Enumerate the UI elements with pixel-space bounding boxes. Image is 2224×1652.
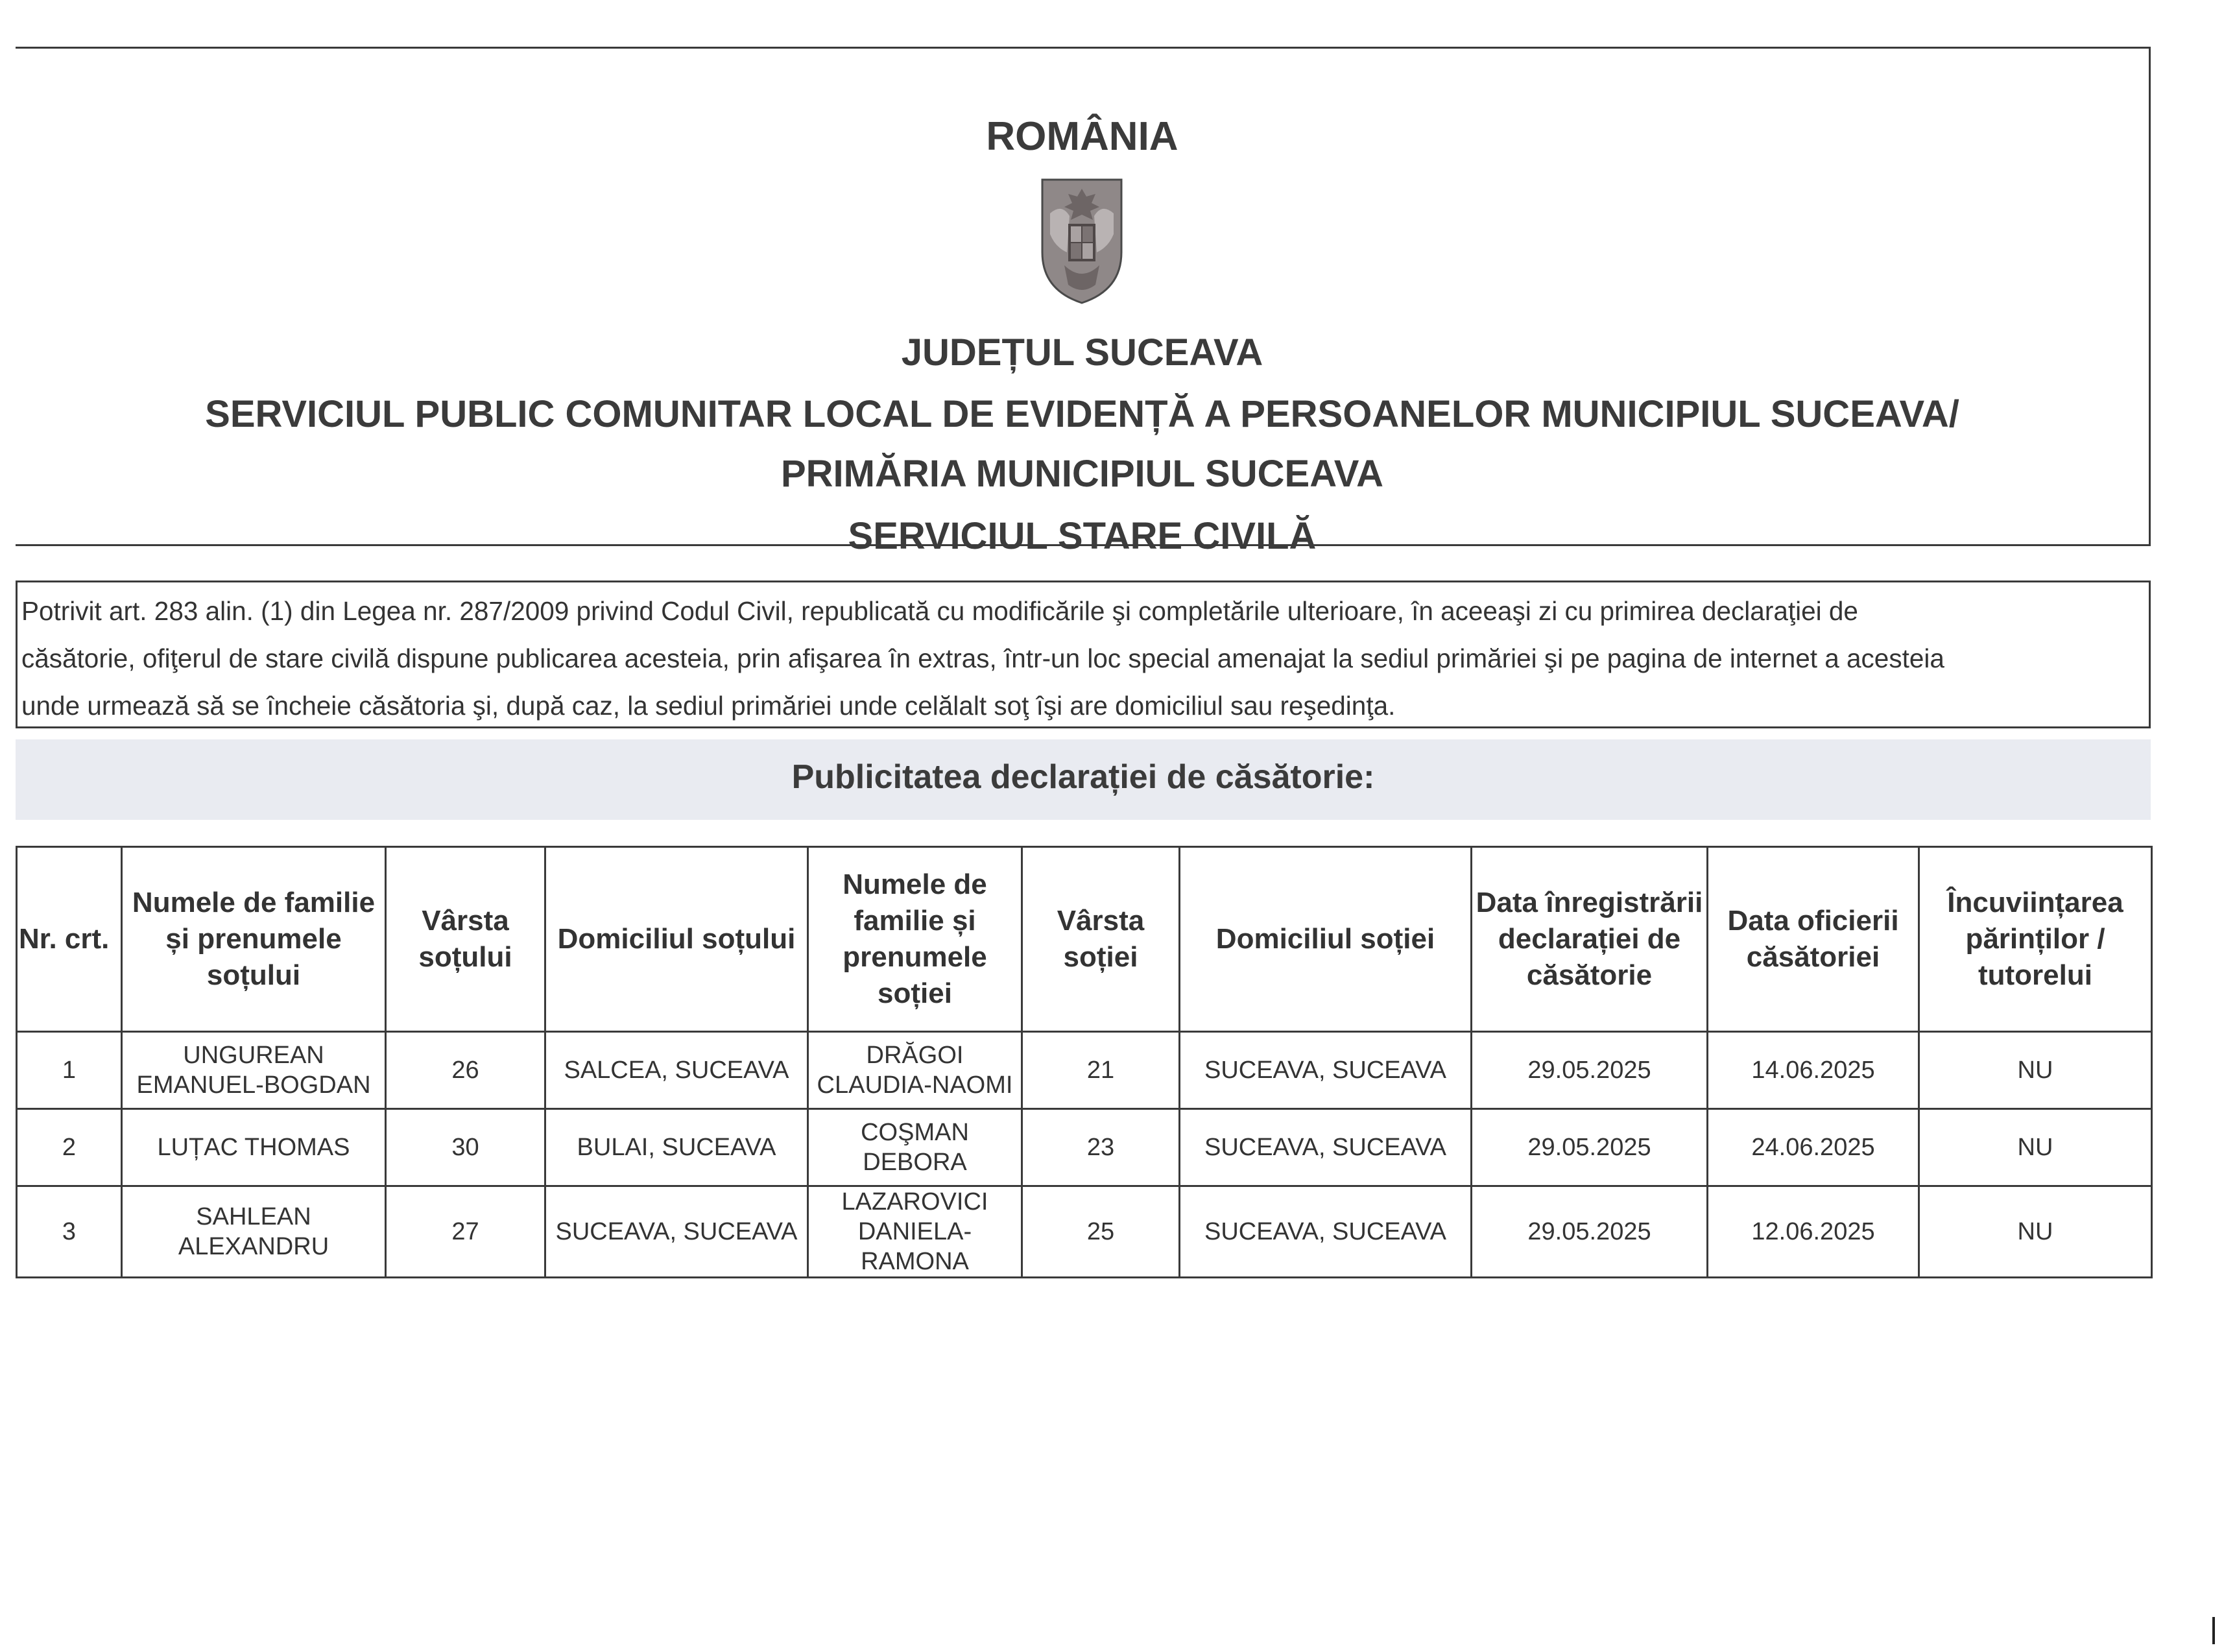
scan-edge-mark xyxy=(2212,1617,2215,1644)
table-cell: SUCEAVA, SUCEAVA xyxy=(1180,1109,1472,1186)
column-header: Numele de familie și prenumele soției xyxy=(808,847,1022,1032)
table-cell: SAHLEAN ALEXANDRU xyxy=(122,1186,386,1278)
table-header-row xyxy=(17,847,2152,1032)
romania-coat-of-arms-icon xyxy=(1036,174,1128,305)
city-hall-heading: PRIMĂRIA MUNICIPIUL SUCEAVA xyxy=(780,453,1384,495)
table-cell: 12.06.2025 xyxy=(1708,1186,1919,1278)
table-cell: SALCEA, SUCEAVA xyxy=(545,1032,808,1109)
section-banner xyxy=(16,739,2151,820)
table-cell: 29.05.2025 xyxy=(1472,1186,1708,1278)
column-header: Data înregistrării declarației de căsătorie xyxy=(1472,847,1708,1032)
table-cell: 24.06.2025 xyxy=(1708,1109,1919,1186)
column-header: Vârsta soțului xyxy=(386,847,545,1032)
country-title: ROMÂNIA xyxy=(986,114,1178,159)
county-heading: JUDEȚUL SUCEAVA xyxy=(901,331,1263,374)
table-cell: NU xyxy=(1919,1109,2152,1186)
column-header: Vârsta soției xyxy=(1022,847,1180,1032)
table-row xyxy=(17,1109,2152,1186)
table-cell: 23 xyxy=(1022,1109,1180,1186)
table-cell: NU xyxy=(1919,1186,2152,1278)
table-cell: 21 xyxy=(1022,1032,1180,1109)
table-cell: UNGUREAN EMANUEL-BOGDAN xyxy=(122,1032,386,1109)
table-cell: SUCEAVA, SUCEAVA xyxy=(1180,1186,1472,1278)
table-cell: 2 xyxy=(17,1109,122,1186)
table-cell: LUȚAC THOMAS xyxy=(122,1109,386,1186)
table-row xyxy=(17,1032,2152,1109)
column-header: Numele de familie și prenumele soțului xyxy=(122,847,386,1032)
column-header: Domiciliul soțului xyxy=(545,847,808,1032)
column-header: Domiciliul soției xyxy=(1180,847,1472,1032)
table-cell: 29.05.2025 xyxy=(1472,1109,1708,1186)
legal-notice-line: unde urmează să se încheie căsătoria şi, după caz, la sediul primăriei unde celălalt soţ îşi are domiciliul sau reşedinţa. xyxy=(21,691,1396,721)
table-cell: SUCEAVA, SUCEAVA xyxy=(545,1186,808,1278)
table-cell: 14.06.2025 xyxy=(1708,1032,1919,1109)
table-cell: 1 xyxy=(17,1032,122,1109)
table-row xyxy=(17,1186,2152,1278)
table-cell: BULAI, SUCEAVA xyxy=(545,1109,808,1186)
table-cell: 29.05.2025 xyxy=(1472,1032,1708,1109)
table-cell: COŞMAN DEBORA xyxy=(808,1109,1022,1186)
table-cell: 26 xyxy=(386,1032,545,1109)
table-cell: 3 xyxy=(17,1186,122,1278)
table-cell: SUCEAVA, SUCEAVA xyxy=(1180,1032,1472,1109)
section-title: Publicitatea declarației de căsătorie: xyxy=(791,758,1375,796)
column-header: Încuviințarea părinților / tutorelui xyxy=(1919,847,2152,1032)
legal-notice-line: căsătorie, ofiţerul de stare civilă dispune publicarea acesteia, prin afişarea în extras, într-un loc special amenajat la sediul primăriei şi pe pagina de internet a acesteia xyxy=(21,643,1944,673)
column-header: Nr. crt. xyxy=(17,847,122,1032)
column-header: Data oficierii căsătoriei xyxy=(1708,847,1919,1032)
marriage-declarations-table xyxy=(16,846,2153,1278)
table-cell: 25 xyxy=(1022,1186,1180,1278)
table-cell: 27 xyxy=(386,1186,545,1278)
table-cell: NU xyxy=(1919,1032,2152,1109)
service-heading: SERVICIUL PUBLIC COMUNITAR LOCAL DE EVIDENȚĂ A PERSOANELOR MUNICIPIUL SUCEAVA/ xyxy=(205,393,1959,435)
legal-notice xyxy=(16,581,2151,728)
table-cell: DRĂGOI CLAUDIA-NAOMI xyxy=(808,1032,1022,1109)
table-cell: LAZAROVICI DANIELA-RAMONA xyxy=(808,1186,1022,1278)
document-header xyxy=(16,47,2151,557)
table-cell: 30 xyxy=(386,1109,545,1186)
legal-notice-line: Potrivit art. 283 alin. (1) din Legea nr. 287/2009 privind Codul Civil, republicată cu modificările şi completările ulterioare, în aceeaşi zi cu primirea declaraţiei de xyxy=(21,596,1858,626)
civil-status-heading: SERVICIUL STARE CIVILĂ xyxy=(848,515,1317,557)
